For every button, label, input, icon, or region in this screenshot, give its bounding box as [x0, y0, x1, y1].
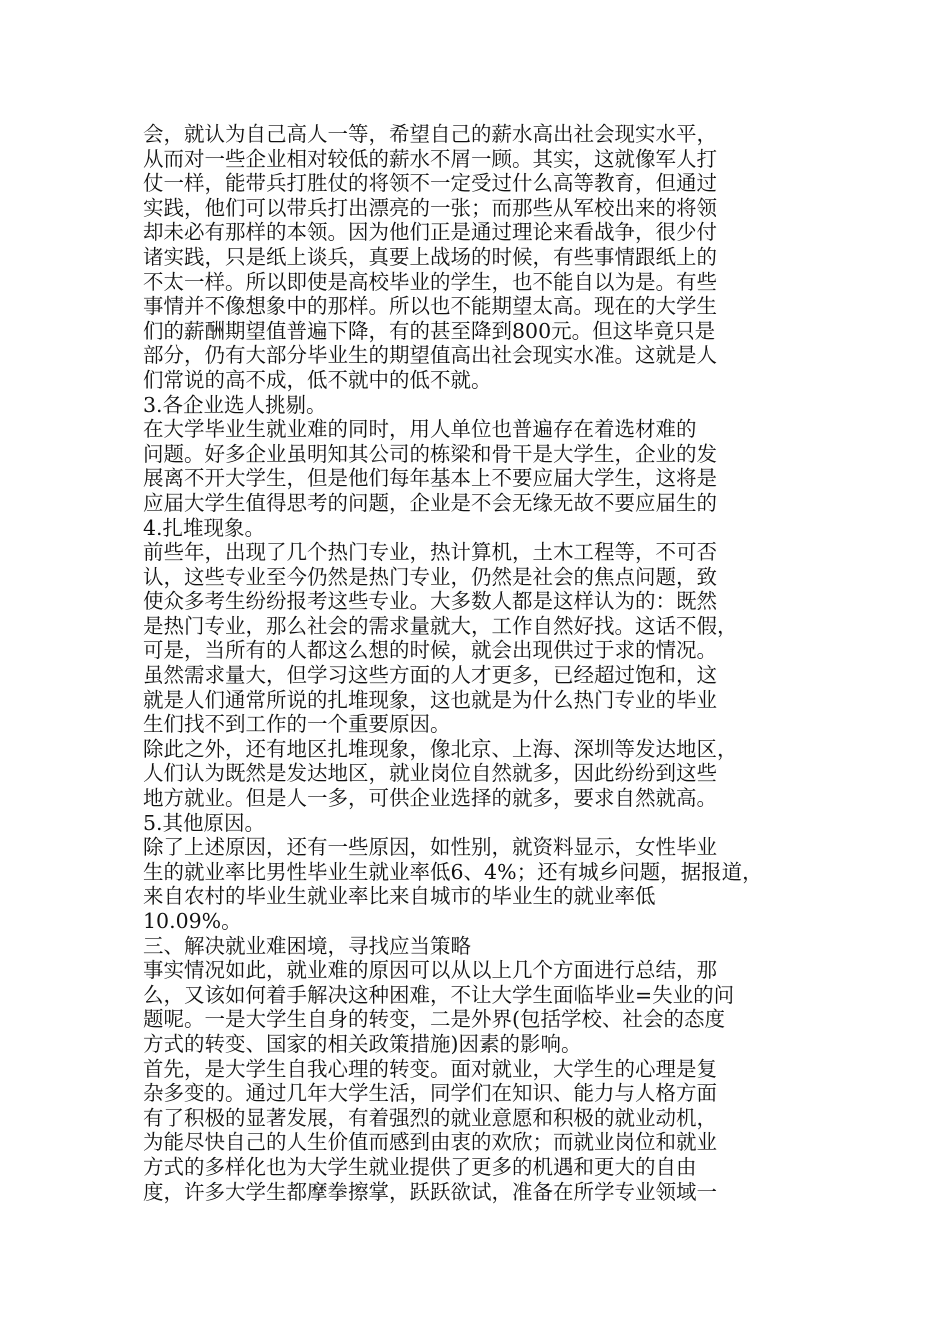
document-body: [143, 122, 807, 1204]
text-line: 前些年，出现了几个热门专业，热计算机，土木工程等，不可否: [143, 540, 717, 565]
text-line: 方式的转变、国家的相关政策措施)因素的影响。: [143, 1031, 582, 1056]
text-line: 诸实践，只是纸上谈兵，真要上战场的时候，有些事情跟纸上的: [143, 244, 717, 269]
text-line: 10.09%。: [143, 909, 242, 933]
text-line: 会，就认为自己高人一等，希望自己的薪水高出社会现实水平，: [143, 122, 717, 146]
text-line: 是热门专业，那么社会的需求量就大，工作自然好找。这话不假，: [143, 613, 738, 638]
text-line: 方式的多样化也为大学生就业提供了更多的机遇和更大的自由: [143, 1154, 697, 1179]
text-line: 来自农村的毕业生就业率比来自城市的毕业生的就业率低: [143, 884, 656, 909]
text-line: 就是人们通常所说的扎堆现象，这也就是为什么热门专业的毕业: [143, 687, 717, 712]
text-line: 三、解决就业难困境，寻找应当策略: [143, 933, 471, 958]
text-line: 在大学毕业生就业难的同时，用人单位也普遍存在着选材难的: [143, 417, 697, 442]
text-line: 们的薪酬期望值普遍下降，有的甚至降到800元。但这毕竟只是: [143, 318, 716, 343]
text-line: 地方就业。但是人一多，可供企业选择的就多，要求自然就高。: [143, 786, 717, 811]
text-line: 部分，仍有大部分毕业生的期望值高出社会现实水准。这就是人: [143, 343, 717, 368]
text-line: 度，许多大学生都摩拳擦掌，跃跃欲试，准备在所学专业领域一: [143, 1179, 717, 1204]
text-line: 实践，他们可以带兵打出漂亮的一张；而那些从军校出来的将领: [143, 195, 717, 220]
text-line: 生们找不到工作的一个重要原因。: [143, 712, 451, 737]
text-line: 除此之外，还有地区扎堆现象，像北京、上海、深圳等发达地区，: [143, 736, 738, 761]
text-line: 人们认为既然是发达地区，就业岗位自然就多，因此纷纷到这些: [143, 761, 717, 786]
text-line: 3.各企业选人挑剔。: [143, 392, 327, 417]
text-line: 事情并不像想象中的那样。所以也不能期望太高。现在的大学生: [143, 294, 717, 319]
text-line: 事实情况如此，就业难的原因可以从以上几个方面进行总结，那: [143, 958, 717, 983]
text-line: 5.其他原因。: [143, 810, 266, 835]
text-line: 题呢。一是大学生自身的转变，二是外界(包括学校、社会的态度: [143, 1007, 725, 1032]
text-line: 应届大学生值得思考的问题，企业是不会无缘无故不要应届生的: [143, 490, 717, 515]
text-line: 不太一样。所以即使是高校毕业的学生，也不能自以为是。有些: [143, 269, 717, 294]
text-line: 认，这些专业至今仍然是热门专业，仍然是社会的焦点问题，致: [143, 564, 717, 589]
text-line: 4.扎堆现象。: [143, 515, 266, 540]
text-line: 却未必有那样的本领。因为他们正是通过理论来看战争，很少付: [143, 220, 717, 245]
text-line: 可是，当所有的人都这么想的时候，就会出现供过于求的情况。: [143, 638, 717, 663]
text-line: 从而对一些企业相对较低的薪水不屑一顾。其实，这就像军人打: [143, 146, 717, 171]
text-line: 们常说的高不成，低不就中的低不就。: [143, 367, 492, 392]
text-line: 虽然需求量大，但学习这些方面的人才更多，已经超过饱和，这: [143, 663, 717, 688]
text-line: 首先，是大学生自我心理的转变。面对就业，大学生的心理是复: [143, 1056, 717, 1081]
text-line: 仗一样，能带兵打胜仗的将领不一定受过什么高等教育，但通过: [143, 171, 717, 196]
text-line: 杂多变的。通过几年大学生活，同学们在知识、能力与人格方面: [143, 1081, 717, 1106]
text-line: 使众多考生纷纷报考这些专业。大多数人都是这样认为的：既然: [143, 589, 717, 614]
text-line: 除了上述原因，还有一些原因，如性别，就资料显示，女性毕业: [143, 835, 717, 860]
text-line: 有了积极的显著发展，有着强烈的就业意愿和积极的就业动机，: [143, 1105, 717, 1130]
text-line: 展离不开大学生，但是他们每年基本上不要应届大学生，这将是: [143, 466, 717, 491]
text-line: 为能尽快自己的人生价值而感到由衷的欢欣；而就业岗位和就业: [143, 1130, 717, 1155]
text-line: 生的就业率比男性毕业生就业率低6、4%；还有城乡问题，据报道，: [143, 859, 763, 884]
text-line: 么，又该如何着手解决这种困难，不让大学生面临毕业=失业的问: [143, 982, 735, 1007]
text-line: 问题。好多企业虽明知其公司的栋梁和骨干是大学生，企业的发: [143, 441, 717, 466]
